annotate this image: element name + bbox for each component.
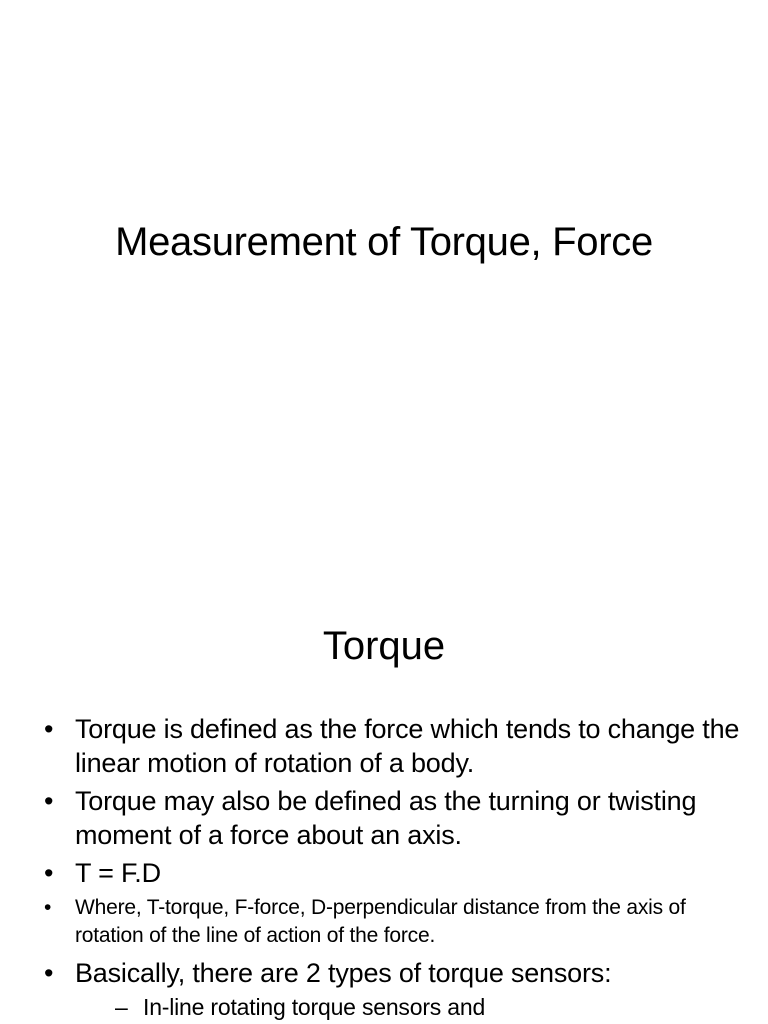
bullet-marker: • [44,714,54,744]
bullet-list [40,712,740,1024]
bullet-text: Torque is defined as the force which tends to change the linear motion of rotation of a body. [75,714,740,778]
bullet-item [40,856,740,890]
bullet-item [40,712,740,780]
bullet-marker: • [44,896,52,919]
bullet-text: Torque may also be defined as the turning or twisting moment of a force about an axis. [75,786,697,850]
slide-title-heading: Measurement of Torque, Force [115,220,653,264]
bullet-marker: • [44,858,54,888]
bullet-text: Where, T-torque, F-force, D-perpendicular distance from the axis of rotation of the line of action of the force. [75,896,686,947]
bullet-marker: • [44,786,54,816]
bullet-item [40,894,740,950]
bullet-text: Basically, there are 2 types of torque sensors: [75,958,612,988]
sub-bullet-marker: – [115,994,128,1020]
bullet-item [40,784,740,852]
bullet-item [40,956,740,1022]
slide-torque [0,576,768,1024]
sub-bullet-item [75,992,740,1022]
sub-bullet-text: In-line rotating torque sensors and [143,994,486,1020]
bullet-marker: • [44,958,54,988]
slide-torque-heading: Torque [322,624,446,668]
bullet-text: T = F.D [75,858,161,888]
